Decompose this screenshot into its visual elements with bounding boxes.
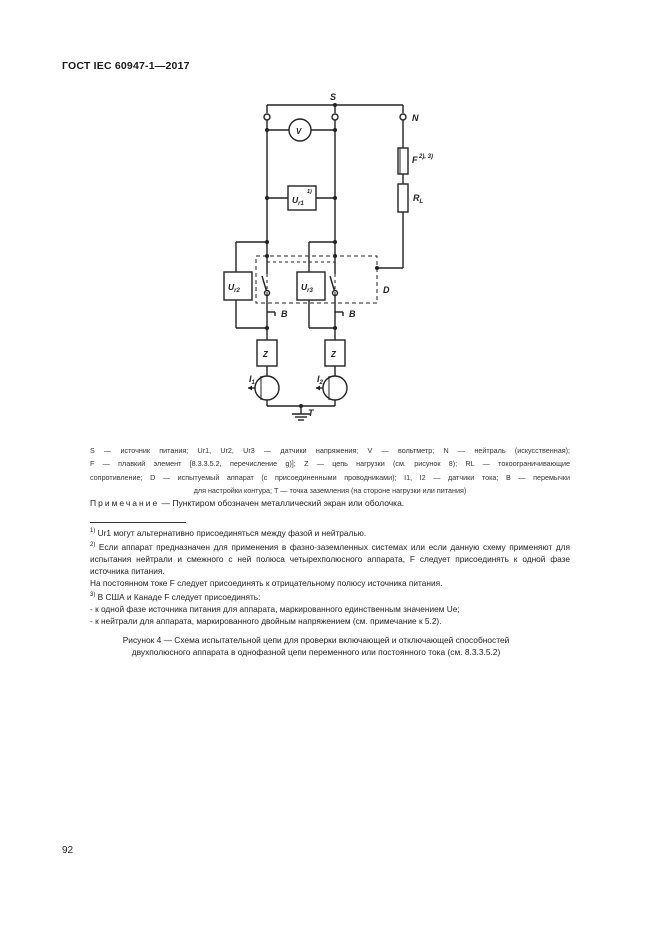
label-neutral-n: N [412, 113, 419, 123]
legend-line-2: F — плавкий элемент [8.3.3.5.2, перечисление g)]; Z — цепь нагрузки (см. рисунок 8); RL — токоограничивающие [90, 459, 570, 469]
legend-line-4: для настройки контура; T — точка заземления (на стороне нагрузки или питания) [193, 486, 467, 496]
terminal-neutral [400, 114, 406, 120]
footnote-2: Если аппарат предназначен для применения в фазно-заземленных системах или если данную схему применяют для испытания нейтрали и смежного с ней полюса четырехполюсного аппарата, F следует присоединять к одной фазе источника питания. [90, 541, 570, 576]
note-text: — Пунктиром обозначен металлический экран или оболочка. [159, 498, 405, 508]
legend-line-3: сопротивление; D — испытуемый аппарат (с присоединенными проводниками); I1, I2 — датчики тока; B — перемычки [90, 472, 570, 482]
footnote-divider [90, 522, 186, 523]
svg-text:Ur3: $U_r3$ [301, 282, 313, 294]
label-resistor-rl: $R_L$ [413, 193, 424, 205]
current-sensor-2 [323, 376, 347, 400]
label-current-i1: $I_1$ [249, 374, 255, 386]
label-earth-t: T [308, 408, 314, 418]
footnotes: $^{1)}$ Ur1 могут альтернативно присоединяться между фазой и нейтралью. $^{2)}$ Если аппарат предназначен для применения в фазно-заземленных системах или если данную схему применяют для испытания нейтрали и смежного с ней полюса четырехполюсного аппарата, F следует присоединять к одной фазе источника питания. На постоянном токе F следует присоединять к отрицательному полюсу источника питания. $^{3)}$ В США и Канаде F следует присоединять: - к одной фазе источника питания для аппарата, маркированного единственным значением Ue; - к нейтрали для аппарата, маркированного двойным напряжением (см. примечание к 5.2). [62, 525, 570, 627]
footnote-3-item-2: - к нейтрали для аппарата, маркированного двойным напряжением (см. примечание к 5.2). [90, 615, 442, 626]
footnote-ref-1: 1) [307, 189, 312, 195]
label-voltmeter-v: V [296, 127, 302, 136]
legend-line-1: S — источник питания; Ur1, Ur2, Ur3 — датчики напряжения; V — вольтметр; N — нейтраль (искусственная); [90, 446, 570, 455]
figure-caption [62, 634, 570, 658]
current-sensor-1 [255, 376, 279, 400]
limiting-resistor [398, 184, 408, 212]
label-bridge-b-1: B [281, 309, 288, 319]
footnote-2-extra: На постоянном токе F следует присоединять к отрицательному полюсу источника питания. [90, 577, 443, 588]
figure-legend [90, 444, 570, 498]
label-bridge-b-2: B [349, 309, 356, 319]
test-circuit-diagram [0, 0, 661, 440]
label-fuse-f: F [412, 155, 418, 165]
label-source-s: S [330, 92, 337, 102]
footnote-1: Ur1 могут альтернативно присоединяться между фазой и нейтралью. [97, 527, 367, 538]
footnote-3-item-1: - к одной фазе источника питания для аппарата, маркированного единственным значением Ue; [90, 603, 460, 614]
svg-text:Ur1: $U_r1$ [292, 195, 304, 207]
page-number: 92 [62, 845, 74, 856]
note-label: Примечание [90, 498, 160, 508]
label-device-d: D [383, 285, 390, 295]
terminal-2 [332, 114, 338, 120]
label-load-z-1: Z [263, 350, 268, 359]
caption-line-1: Рисунок 4 — Схема испытательной цепи для проверки включающей и отключающей способностей [122, 635, 510, 645]
document-header: ГОСТ IEC 60947-1—2017 [62, 60, 190, 72]
svg-text:Ur2: $U_r2$ [228, 282, 240, 294]
terminal-1 [264, 114, 270, 120]
caption-line-2: двухполюсного аппарата в однофазной цепи переменного или постоянного тока (см. 8.3.3.5.2) [131, 647, 501, 658]
label-load-z-2: Z [331, 350, 336, 359]
figure-note [90, 498, 404, 508]
footnote-ref-fuse: 2), 3) [419, 154, 434, 160]
footnote-3: В США и Канаде F следует присоединять: [97, 591, 261, 602]
label-current-i2: $I_2$ [317, 374, 323, 386]
